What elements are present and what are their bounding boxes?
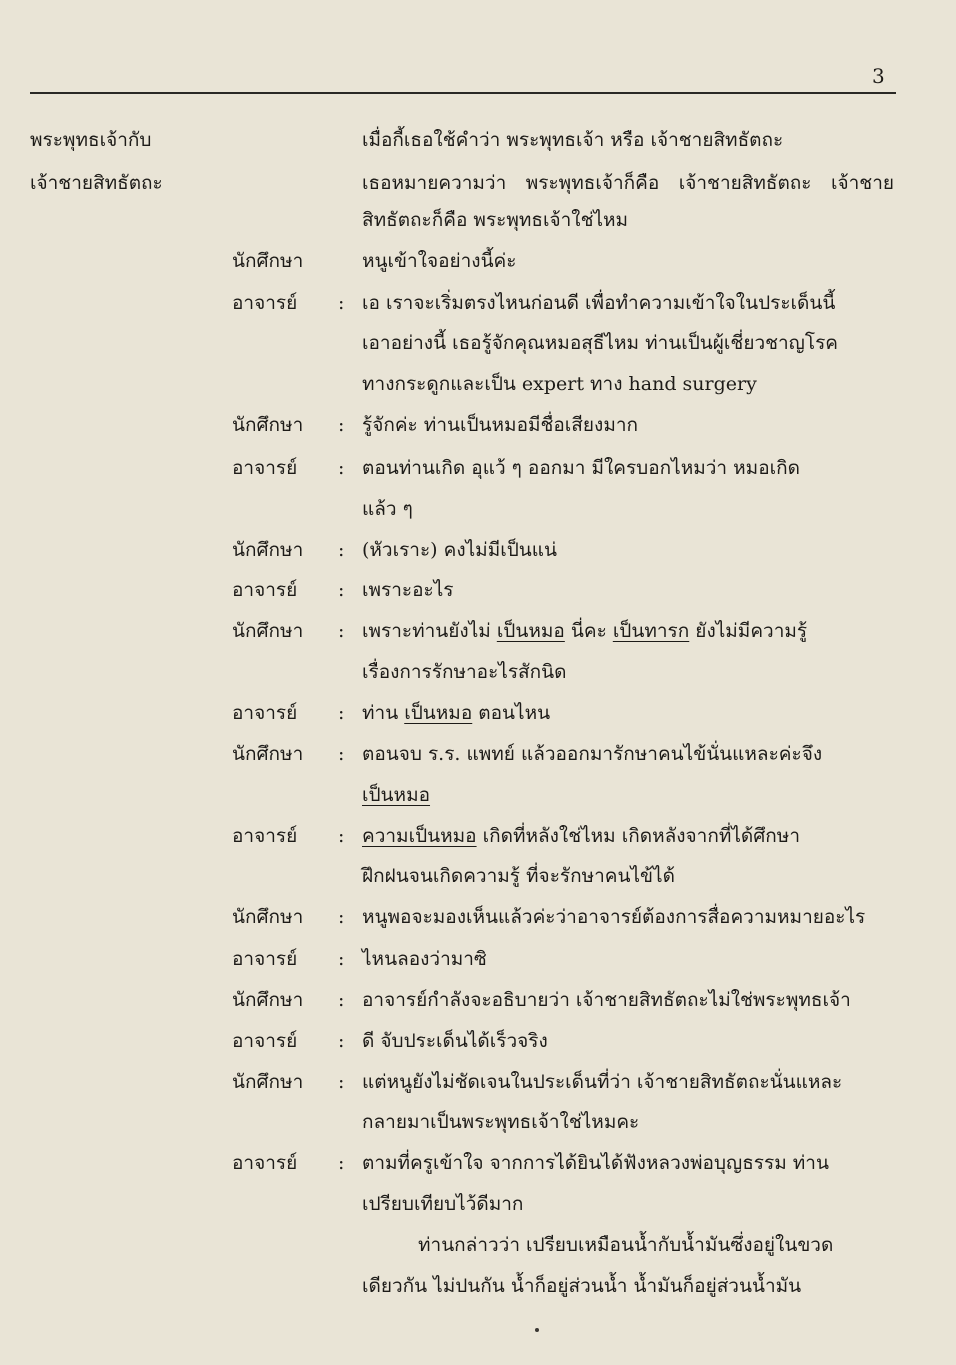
- text-run: นี่คะ: [564, 620, 613, 642]
- intro-line1: เมื่อกี้เธอใช้คำว่า พระพุทธเจ้า หรือ เจ้าชายสิทธัตถะ: [362, 129, 784, 151]
- dialogue-text: (หัวเราะ) คงไม่มีเป็นแน่: [362, 539, 558, 561]
- speaker-student: นักศึกษา: [232, 539, 304, 561]
- dialogue-text: [362, 823, 800, 849]
- speaker-teacher: อาจารย์: [232, 948, 298, 970]
- page-number: 3: [872, 64, 885, 88]
- speaker-student: นักศึกษา: [232, 1071, 304, 1093]
- dialogue-text: หนูพอจะมองเห็นแล้วค่ะว่าอาจารย์ต้องการสื่อความหมายอะไร: [362, 906, 866, 928]
- dialogue-text: แล้ว ๆ: [362, 498, 413, 520]
- speaker-student: นักศึกษา: [232, 906, 304, 928]
- section-heading-line2: เจ้าชายสิทธัตถะ: [30, 172, 163, 194]
- speaker-student: นักศึกษา: [232, 743, 304, 765]
- underlined-term: เป็นหมอ: [496, 620, 565, 642]
- speaker-colon: :: [338, 579, 345, 601]
- underlined-term: เป็นหมอ: [362, 784, 431, 806]
- dialogue-text: อาจารย์กำลังจะอธิบายว่า เจ้าชายสิทธัตถะไม่ใช่พระพุทธเจ้า: [362, 989, 851, 1011]
- underlined-term: เป็นหมอ: [404, 702, 473, 724]
- dialogue-text: เพราะอะไร: [362, 579, 454, 601]
- dialogue-text: แต่หนูยังไม่ชัดเจนในประเด็นที่ว่า เจ้าชายสิทธัตถะนั่นแหละ: [362, 1071, 843, 1093]
- ink-dot: [535, 1328, 539, 1332]
- speaker-colon: :: [338, 989, 345, 1011]
- dialogue-text: รู้จักค่ะ ท่านเป็นหมอมีชื่อเสียงมาก: [362, 414, 639, 436]
- speaker-colon: :: [338, 1030, 345, 1052]
- intro-line2-word: พระพุทธเจ้าก็คือ: [525, 172, 660, 194]
- intro-line2: [362, 170, 894, 196]
- speaker-teacher: อาจารย์: [232, 702, 298, 724]
- dialogue-text: ไหนลองว่ามาซิ: [362, 948, 487, 970]
- dialogue-text: [362, 782, 430, 808]
- intro-line2-word: เธอหมายความว่า: [362, 172, 507, 194]
- intro-line3: สิทธัตถะก็คือ พระพุทธเจ้าใช่ไหม: [362, 209, 629, 231]
- underlined-term: เป็นทารก: [612, 620, 690, 642]
- speaker-colon: :: [338, 702, 345, 724]
- dialogue-text: [362, 618, 807, 644]
- dialogue-text: ฝึกฝนจนเกิดความรู้ ที่จะรักษาคนไข้ได้: [362, 865, 675, 887]
- dialogue-text: ตอนท่านเกิด อุแว้ ๆ ออกมา มีใครบอกไหมว่า หมอเกิด: [362, 457, 800, 479]
- dialogue-text: เอาอย่างนี้ เธอรู้จักคุณหมอสุธีไหม ท่านเป็นผู้เชี่ยวชาญโรค: [362, 332, 838, 354]
- text-run: เพราะท่านยังไม่: [362, 620, 497, 642]
- speaker-colon: :: [338, 906, 345, 928]
- dialogue-text: เรื่องการรักษาอะไรสักนิด: [362, 661, 567, 683]
- speaker-teacher: อาจารย์: [232, 579, 298, 601]
- speaker-student: นักศึกษา: [232, 414, 304, 436]
- speaker-colon: :: [338, 743, 345, 765]
- text-run: ท่าน: [362, 702, 405, 724]
- speaker-teacher: อาจารย์: [232, 1152, 298, 1174]
- dialogue-text: หนูเข้าใจอย่างนี้ค่ะ: [362, 250, 517, 272]
- speaker-colon: :: [338, 414, 345, 436]
- intro-line2-word: เจ้าชายสิทธัตถะ: [678, 172, 812, 194]
- speaker-colon: :: [338, 539, 345, 561]
- speaker-colon: :: [338, 457, 345, 479]
- speaker-teacher: อาจารย์: [232, 292, 298, 314]
- dialogue-text: [362, 700, 550, 726]
- dialogue-text: เอ เราจะเริ่มตรงไหนก่อนดี เพื่อทำความเข้าใจในประเด็นนี้: [362, 292, 836, 314]
- speaker-colon: :: [338, 292, 345, 314]
- section-heading-line1: พระพุทธเจ้ากับ: [30, 129, 152, 151]
- speaker-student: นักศึกษา: [232, 989, 304, 1011]
- text-run: ยังไม่มีความรู้: [689, 620, 808, 642]
- underlined-term: ความเป็นหมอ: [362, 825, 477, 847]
- dialogue-text: เดียวกัน ไม่ปนกัน น้ำก็อยู่ส่วนน้ำ น้ำมันก็อยู่ส่วนน้ำมัน: [362, 1275, 802, 1297]
- dialogue-text: ตอนจบ ร.ร. แพทย์ แล้วออกมารักษาคนไข้นั่นแหละค่ะจึง: [362, 743, 823, 765]
- speaker-colon: :: [338, 620, 345, 642]
- dialogue-text: ดี จับประเด็นได้เร็วจริง: [362, 1030, 548, 1052]
- speaker-colon: :: [338, 1152, 345, 1174]
- speaker-colon: :: [338, 948, 345, 970]
- dialogue-text: กลายมาเป็นพระพุทธเจ้าใช่ไหมคะ: [362, 1111, 640, 1133]
- header-rule: [30, 92, 896, 94]
- speaker-teacher: อาจารย์: [232, 457, 298, 479]
- dialogue-text: ท่านกล่าวว่า เปรียบเหมือนน้ำกับน้ำมันซึ่งอยู่ในขวด: [418, 1234, 834, 1256]
- speaker-student: นักศึกษา: [232, 620, 304, 642]
- dialogue-text: ตามที่ครูเข้าใจ จากการได้ยินได้ฟังหลวงพ่อบุญธรรม ท่าน: [362, 1152, 829, 1174]
- speaker-student: นักศึกษา: [232, 250, 304, 272]
- text-run: ตอนไหน: [472, 702, 551, 724]
- speaker-colon: :: [338, 825, 345, 847]
- text-run: เกิดที่หลังใช่ไหม เกิดหลังจากที่ได้ศึกษา: [476, 825, 801, 847]
- speaker-teacher: อาจารย์: [232, 825, 298, 847]
- speaker-colon: :: [338, 1071, 345, 1093]
- dialogue-text: เปรียบเทียบไว้ดีมาก: [362, 1193, 524, 1215]
- intro-line2-word: เจ้าชาย: [831, 172, 894, 194]
- speaker-teacher: อาจารย์: [232, 1030, 298, 1052]
- dialogue-text: ทางกระดูกและเป็น expert ทาง hand surgery: [362, 373, 757, 395]
